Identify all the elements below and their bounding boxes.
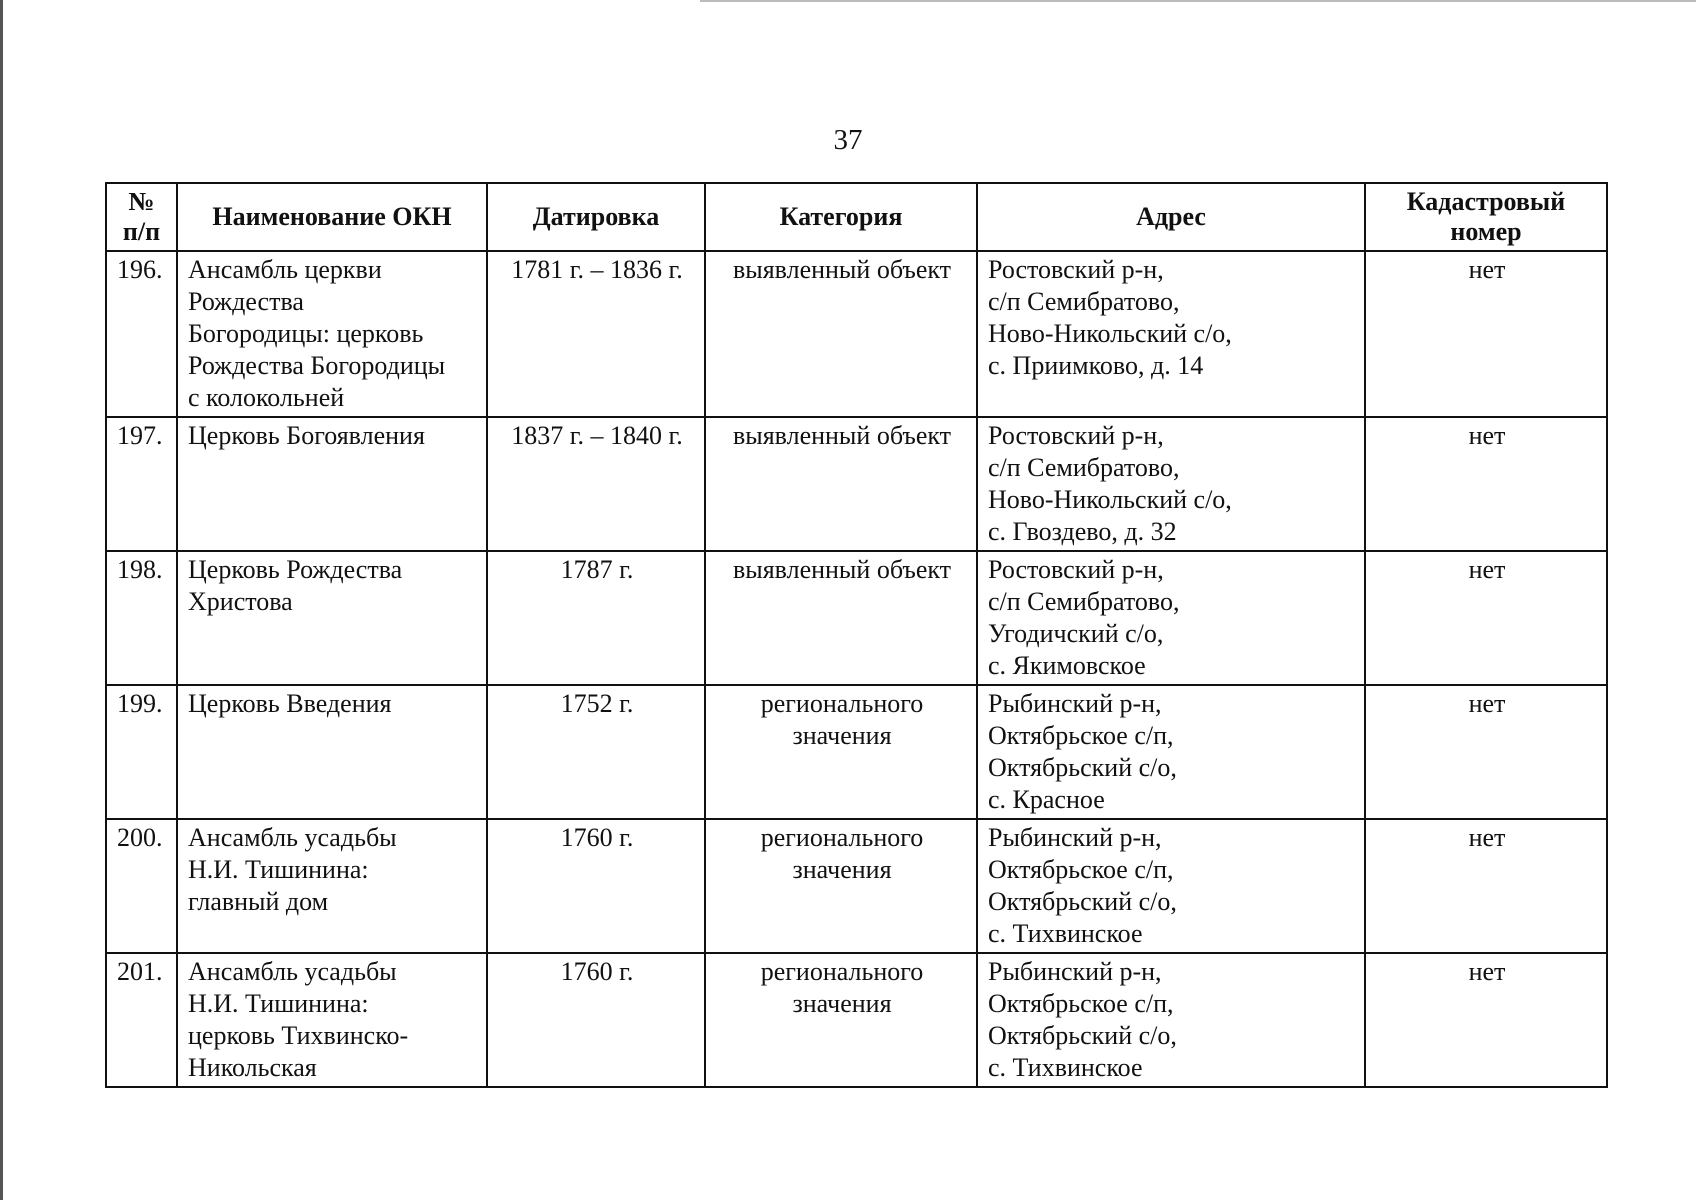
cell-cadastral: нет [1365, 819, 1607, 953]
scan-edge [0, 0, 3, 1200]
cell-date: 1837 г. – 1840 г. [487, 417, 705, 551]
address-line: Рыбинский р-н, [988, 823, 1162, 852]
category-line: выявленный объект [732, 255, 952, 284]
header-date: Датировка [487, 183, 705, 251]
name-line: Н.И. Тишинина: [188, 989, 369, 1018]
cell-category [705, 819, 977, 953]
table-row [106, 251, 1607, 417]
cell-name [177, 685, 487, 819]
cell-cadastral: нет [1365, 417, 1607, 551]
category-line: значения [792, 855, 892, 884]
cell-address [977, 251, 1365, 417]
address-line: Октябрьское с/п, [988, 855, 1174, 884]
cell-number: 197. [106, 417, 177, 551]
cell-name [177, 953, 487, 1087]
cell-cadastral: нет [1365, 953, 1607, 1087]
address-line: с/п Семибратово, [988, 287, 1180, 316]
name-line: Христова [188, 587, 293, 616]
address-line: с. Якимовское [988, 651, 1146, 680]
name-line: Богородицы: церковь [188, 319, 424, 348]
name-line: Ансамбль усадьбы [188, 823, 397, 852]
cell-number: 196. [106, 251, 177, 417]
address-line: Октябрьское с/п, [988, 989, 1174, 1018]
cell-number: 201. [106, 953, 177, 1087]
cell-name [177, 417, 487, 551]
cell-cadastral: нет [1365, 251, 1607, 417]
address-line: с. Гвоздево, д. 32 [988, 517, 1177, 546]
cell-name [177, 551, 487, 685]
address-line: с/п Семибратово, [988, 453, 1180, 482]
header-address: Адрес [977, 183, 1365, 251]
address-line: с. Красное [988, 785, 1105, 814]
address-line: с. Тихвинское [988, 1053, 1143, 1082]
table-row [106, 551, 1607, 685]
name-line: Ансамбль церкви [188, 255, 382, 284]
cell-address [977, 819, 1365, 953]
category-line: регионального [760, 689, 924, 718]
category-line: выявленный объект [732, 421, 952, 450]
cell-number: 198. [106, 551, 177, 685]
category-line: регионального [760, 823, 924, 852]
address-line: Октябрьский с/о, [988, 753, 1177, 782]
address-line: с. Приимково, д. 14 [988, 351, 1204, 380]
name-line: Ансамбль усадьбы [188, 957, 397, 986]
cell-date: 1752 г. [487, 685, 705, 819]
cell-category [705, 417, 977, 551]
address-line: Ростовский р-н, [988, 255, 1164, 284]
cell-number: 199. [106, 685, 177, 819]
address-line: Ростовский р-н, [988, 555, 1164, 584]
address-line: Рыбинский р-н, [988, 957, 1162, 986]
page-number: 37 [833, 124, 863, 156]
address-line: с/п Семибратово, [988, 587, 1180, 616]
name-line: Церковь Введения [188, 689, 392, 718]
table-row [106, 819, 1607, 953]
cell-date: 1787 г. [487, 551, 705, 685]
cell-category [705, 551, 977, 685]
address-line: Угодичский с/о, [988, 619, 1164, 648]
cell-cadastral: нет [1365, 551, 1607, 685]
address-line: Рыбинский р-н, [988, 689, 1162, 718]
name-line: Церковь Рождества [188, 555, 403, 584]
category-line: регионального [760, 957, 924, 986]
header-number-line: п/п [122, 217, 161, 246]
table-row [106, 685, 1607, 819]
cell-date: 1760 г. [487, 953, 705, 1087]
name-line: Рождества [188, 287, 304, 316]
header-cadastral [1365, 183, 1607, 251]
category-line: значения [792, 989, 892, 1018]
header-cadastral-line: номер [1450, 217, 1522, 246]
header-cadastral-line: Кадастровый [1406, 187, 1566, 216]
address-line: Октябрьский с/о, [988, 1021, 1177, 1050]
cell-category [705, 953, 977, 1087]
cell-category [705, 685, 977, 819]
name-line: Церковь Богоявления [188, 421, 425, 450]
cell-address [977, 417, 1365, 551]
header-number-line: № [128, 187, 155, 216]
okn-table [105, 182, 1608, 1088]
name-line: Н.И. Тишинина: [188, 855, 369, 884]
address-line: Ростовский р-н, [988, 421, 1164, 450]
cell-name [177, 819, 487, 953]
header-category: Категория [705, 183, 977, 251]
cell-address [977, 685, 1365, 819]
cell-address [977, 953, 1365, 1087]
cell-name [177, 251, 487, 417]
header-number [106, 183, 177, 251]
category-line: выявленный объект [732, 555, 952, 584]
address-line: Октябрьский с/о, [988, 887, 1177, 916]
name-line: главный дом [188, 887, 329, 916]
name-line: с колокольней [188, 383, 345, 412]
address-line: с. Тихвинское [988, 919, 1143, 948]
cell-date: 1760 г. [487, 819, 705, 953]
cell-category [705, 251, 977, 417]
cell-date: 1781 г. – 1836 г. [487, 251, 705, 417]
category-line: значения [792, 721, 892, 750]
cell-number: 200. [106, 819, 177, 953]
scan-edge-top [700, 0, 1696, 2]
table-row [106, 953, 1607, 1087]
cell-address [977, 551, 1365, 685]
name-line: Рождества Богородицы [188, 351, 446, 380]
table-row [106, 417, 1607, 551]
name-line: Никольская [188, 1053, 317, 1082]
cell-cadastral: нет [1365, 685, 1607, 819]
name-line: церковь Тихвинско- [188, 1021, 409, 1050]
table-header-row [106, 183, 1607, 251]
address-line: Октябрьское с/п, [988, 721, 1174, 750]
header-name: Наименование ОКН [177, 183, 487, 251]
address-line: Ново-Никольский с/о, [988, 485, 1232, 514]
address-line: Ново-Никольский с/о, [988, 319, 1232, 348]
